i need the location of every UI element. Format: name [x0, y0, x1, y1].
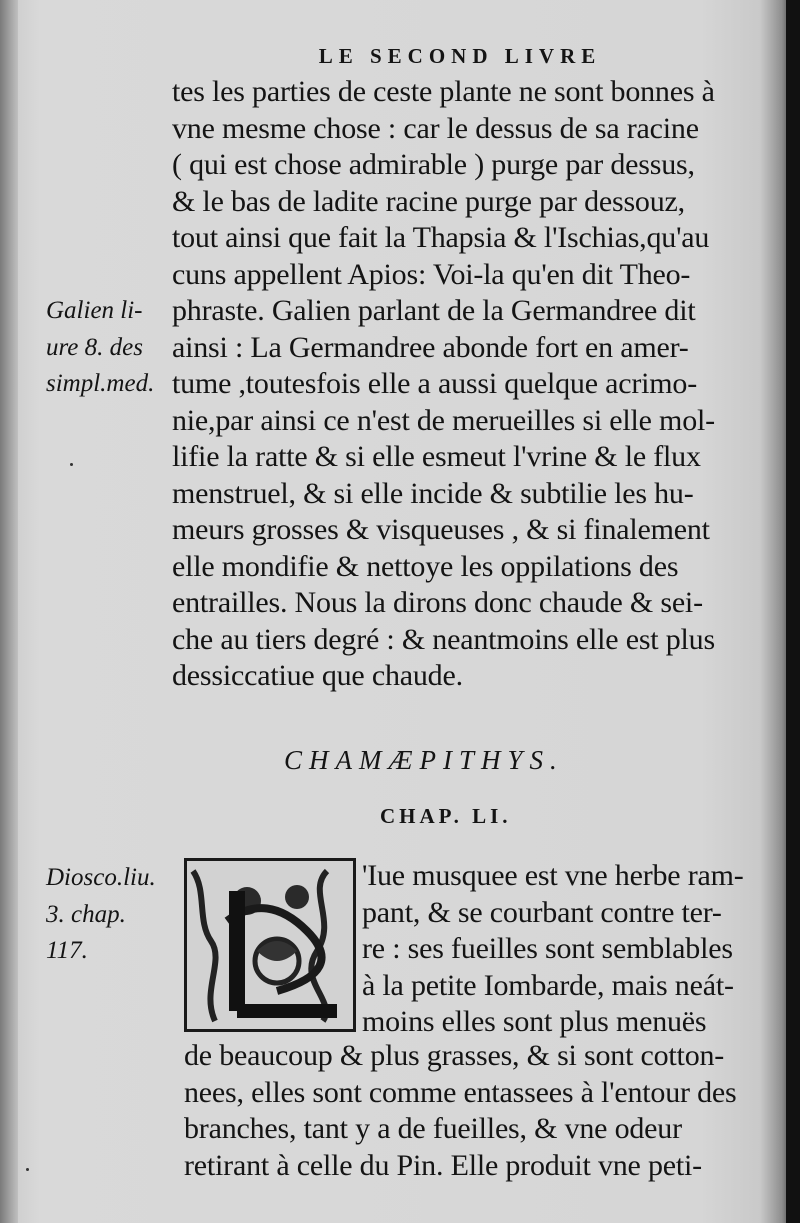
text-line: re : ses fueilles sont semblables — [362, 932, 733, 965]
chapter-text — [184, 1038, 774, 1184]
margin-note-galien — [46, 293, 154, 403]
margin-note-line: simpl.med. — [46, 370, 155, 397]
decorated-initial-L — [184, 858, 356, 1032]
text-line: de beaucoup & plus grasses, & si sont cotton- — [184, 1039, 725, 1072]
ink-speck — [26, 1168, 29, 1171]
margin-note-line: Diosco.liu. — [46, 864, 156, 891]
text-line: vne mesme chose : car le dessus de sa racine — [172, 111, 699, 145]
text-line: moins elles sont plus menuës — [362, 1005, 707, 1038]
text-line: ( qui est chose admirable ) purge par dessus, — [172, 148, 695, 181]
ornamental-initial-icon — [187, 861, 353, 1029]
ink-speck — [70, 463, 73, 466]
text-line: pant, & se courbant contre ter- — [362, 895, 722, 929]
text-line: lifie la ratte & si elle esmeut l'vrine & le flux — [172, 440, 701, 473]
text-line: branches, tant y a de fueilles, & vne odeur — [184, 1112, 682, 1145]
margin-note-line: Galien li- — [46, 297, 143, 324]
text-line: entrailles. Nous la dirons donc chaude & sei- — [172, 586, 703, 619]
text-line: retirant à celle du Pin. Elle produit vne peti- — [184, 1148, 702, 1182]
margin-note-dioscorides — [46, 860, 156, 970]
margin-note-line: ure 8. des — [46, 333, 143, 361]
text-line: nie,par ainsi ce n'est de merueilles si elle mol- — [172, 403, 715, 437]
text-line: ainsi : La Germandree abonde fort en amer- — [172, 330, 689, 364]
body-text — [172, 74, 762, 695]
text-line: tes les parties de ceste plante ne sont bonnes à — [172, 75, 715, 108]
text-line: nees, elles sont comme entassees à l'entour des — [184, 1075, 737, 1109]
text-line: & le bas de ladite racine purge par dessouz, — [172, 184, 685, 218]
margin-note-line: 117. — [46, 937, 88, 964]
chapter-text-beside-initial — [362, 858, 772, 1041]
text-line: dessiccatiue que chaude. — [172, 659, 463, 692]
text-line: phraste. Galien parlant de la Germandree dit — [172, 294, 696, 327]
text-line: 'Iue musquee est vne herbe ram- — [362, 859, 744, 892]
text-line: tout ainsi que fait la Thapsia & l'Ischias,qu'au — [172, 221, 710, 254]
text-line: elle mondifie & nettoye les oppilations des — [172, 549, 679, 583]
margin-note-line: 3. chap. — [46, 900, 126, 928]
running-head: LE SECOND LIVRE — [318, 44, 602, 68]
chapter-number: CHAP. LI. — [380, 804, 512, 828]
chapter-title: CHAMÆPITHYS. — [284, 745, 564, 775]
text-line: à la petite Iombarde, mais neát- — [362, 968, 734, 1002]
text-line: menstruel, & si elle incide & subtilie les hu- — [172, 476, 694, 510]
text-line: che au tiers degré : & neantmoins elle est plus — [172, 622, 715, 656]
page-edge-dark — [786, 0, 800, 1223]
text-line: meurs grosses & visqueuses , & si finalement — [172, 513, 710, 546]
page-gutter-shadow — [0, 0, 18, 1223]
text-line: tume ,toutesfois elle a aussi quelque acrimo- — [172, 367, 698, 400]
text-line: cuns appellent Apios: Voi-la qu'en dit Theo- — [172, 257, 691, 291]
